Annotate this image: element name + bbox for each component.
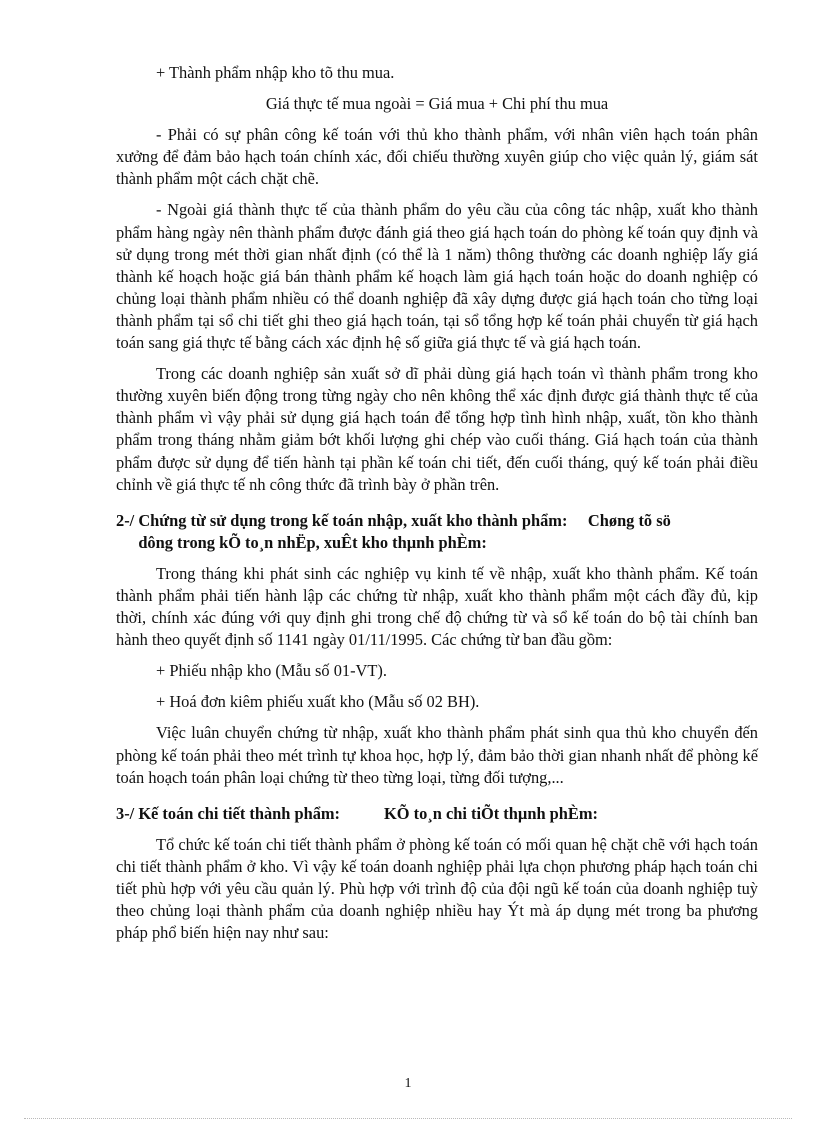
footer-divider (24, 1118, 792, 1119)
paragraph: Tổ chức kế toán chi tiết thành phẩm ở phòng kế toán có mối quan hệ chặt chẽ với hạch toán chi tiết thành phẩm ở kho. Vì vậy kế toán doanh nghiệp phải lựa chọn phương pháp hạch toán chi tiết phù hợp với yêu cầu quản lý. Phù hợp với trình độ của đội ngũ kế toán của doanh nghiệp tuỳ theo chủng loại thành phẩm của doanh nghiệp nhiều hay Ýt mà áp dụng mét trong ba phương pháp phổ biến hiện nay như sau: (116, 834, 758, 943)
paragraph: Trong tháng khi phát sinh các nghiệp vụ kinh tế về nhập, xuất kho thành phẩm. Kế toán thành phẩm phải tiến hành lập các chứng từ nhập, xuất kho thành phẩm một cách đầy đủ, kịp thời, chính xác đúng với quy định ghi trong chế độ chứng từ và sổ kế toán do bộ tài chính ban hành theo quyết định số 1141 ngày 01/11/1995. Các chứng từ ban đầu gồm: (116, 563, 758, 650)
section-heading-2 (116, 510, 758, 554)
section-title-garbled: Chøng tõ sö (587, 510, 671, 530)
section-title-garbled-cont: dông trong kÕ to¸n nhËp, xuÊt kho thµnh phÈm: (138, 532, 487, 552)
section-number: 3-/ (116, 803, 139, 823)
section-heading-3 (116, 803, 758, 825)
list-item: + Phiếu nhập kho (Mẫu số 01-VT). (156, 661, 387, 681)
section-number: 2-/ (116, 510, 139, 530)
paragraph: + Thành phẩm nhập kho tõ thu mua. (156, 63, 395, 82)
paragraph: - Phải có sự phân công kế toán với thủ kho thành phẩm, với nhân viên hạch toán phân xưởng để đảm bảo hạch toán chính xác, đối chiếu thường xuyên giúp cho việc quản lý, giám sát thành phẩm một cách chặt chẽ. (116, 125, 758, 189)
paragraph: Việc luân chuyển chứng từ nhập, xuất kho thành phẩm phát sinh qua thủ kho chuyển đến phòng kế toán phải theo mét trình tự khoa học, hợp lý, đảm bảo thời gian nhanh nhất để phòng kế toán hoạch toán phân loại chứng từ theo từng loại, từng đối tượng,... (116, 723, 758, 787)
section-title-garbled: KÕ to¸n chi tiÕt thµnh phÈm: (384, 803, 598, 823)
paragraph: - Ngoài giá thành thực tế của thành phẩm do yêu cầu của công tác nhập, xuất kho thành phẩm hàng ngày nên thành phẩm được đánh giá theo giá hạch toán do phòng kế toán quy định và sử dụng trong mét thời gian nhất định (có thể là 1 năm) thông thường các doanh nghiệp lấy giá thành kế hoạch hoặc giá bán thành phẩm kế hoạch làm giá hạch toán hoặc do doanh nghiệp có chủng loại thành phẩm nhiều có thể doanh nghiệp đã xây dựng được giá hạch toán cho từng loại thành phẩm tại sổ chi tiết ghi theo giá hạch toán, tại sổ tổng hợp kế toán phải chuyển từ giá hạch toán sang giá thực tế bằng cách xác định hệ số giữa giá thực tế và giá hạch toán. (116, 200, 758, 353)
section-title-block (138, 510, 671, 554)
paragraph: Trong các doanh nghiệp sản xuất sở dĩ phải dùng giá hạch toán vì thành phẩm trong kho thường xuyên biến động trong từng ngày cho nên không thể xác định được giá thành thực tế của thành phẩm vì vậy phải sử dụng giá hạch toán để tổng hợp tình hình nhập, xuất, tồn kho thành phẩm trong tháng nhằm giảm bớt khối lượng ghi chép vào cuối tháng. Giá hạch toán của thành phẩm được sử dụng để tiến hành tại phần kế toán chi tiết, đến cuối tháng, quý kế toán phải điều chỉnh về giá thực tế nh công thức đã trình bày ở phần trên. (116, 364, 758, 494)
section-title: Chứng từ sử dụng trong kế toán nhập, xuất kho thành phẩm: (138, 510, 568, 530)
section-title: Kế toán chi tiết thành phẩm: (138, 803, 341, 823)
page-number: 1 (404, 1076, 412, 1091)
formula-line: Giá thực tế mua ngoài = Giá mua + Chi phí thu mua (265, 94, 609, 114)
document-body (116, 62, 758, 953)
list-item: + Hoá đơn kiêm phiếu xuất kho (Mẫu số 02 BH). (156, 692, 480, 712)
